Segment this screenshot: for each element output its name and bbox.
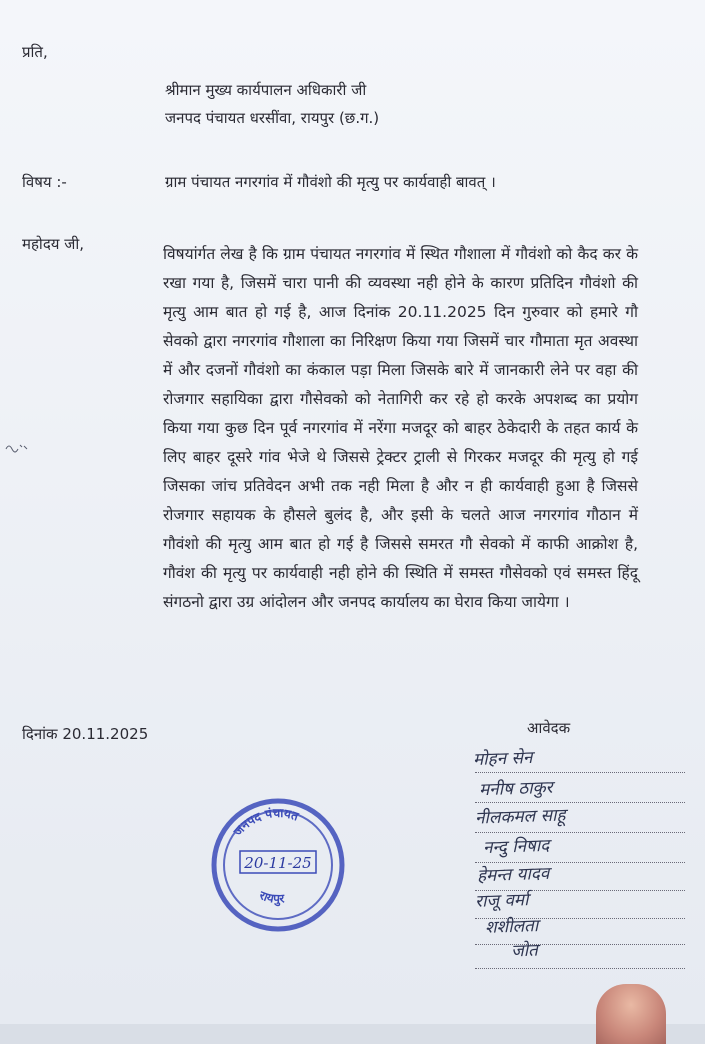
subject-label: विषय :- <box>22 173 67 191</box>
to-line: प्रति, <box>22 43 48 61</box>
signatures-block <box>455 742 705 1002</box>
body-paragraph: विषयांर्गत लेख है कि ग्राम पंचायत नगरगांव में स्थित गौशाला में गौवंशो को कैद कर के रखा गया है, जिसमें चारा पानी की व्यवस्था नही होने के कारण प्रतिदिन गौवंशो की मृत्यु आम बात हो गई है, आज दिनांक 20.11.2025 दिन गुरुवार को हमारे गौ सेवको द्वारा नगरगांव गौशाला का निरिक्षण किया गया जिसमें चार गौमाता मृत अवस्था में और दजनों गौवंशो का कंकाल पड़ा मिला जिसके बारे में जानकारी लेने पर वहा की रोजगार सहायिका द्वारा गौसेवको को नेतागिरी कर रहे हो करके अपशब्द का प्रयोग किया गया कुछ दिन पूर्व नगरगांव में नरेंगा मजदूर को बाहर ठेकेदारी के तहत कार्य के लिए बाहर दूसरे गांव भेजे थे जिससे ट्रेक्टर ट्राली से गिरकर मजदूर की मृत्यु हो गई जिसका जांच प्रतिवेदन अभी तक नही मिला है और न ही कार्यवाही हुआ है जिससे रोजगार सहायक के हौसले बुलंद है, और इसी के चलते आज नगरगांव गौठान में गौवंशो की मृत्यु आम बात हो गई है जिससे समरत गौ सेवको में काफी आक्रोश है, गौवंश की मृत्यु पर कार्यवाही नही होने की स्थिति में समस्त गौसेवको एवं समस्त हिंदू संगठनो द्वारा उग्र आंदोलन और जनपद कार्यालय का घेराव किया जायेगा । <box>163 245 638 611</box>
addressee-line-2: जनपद पंचायत धरसींवा, रायपुर (छ.ग.) <box>165 109 380 127</box>
signature-7: शशीलता <box>484 916 539 938</box>
signature-1: मोहन सेन <box>472 747 533 771</box>
applicant-label: आवेदक <box>527 719 571 737</box>
signature-5: हेमन्त यादव <box>476 863 550 887</box>
margin-scribble-mark <box>4 440 32 454</box>
thumb-in-frame <box>596 984 666 1044</box>
signature-8: जोत <box>510 940 539 962</box>
stamp-place-text: रायपुर <box>257 888 285 906</box>
salutation: महोदय जी, <box>22 235 85 253</box>
signature-3: नीलकमल साहू <box>474 805 566 829</box>
letter-body <box>163 240 638 617</box>
office-round-stamp <box>208 795 348 935</box>
stamp-ring-text: जनपद पंचायत <box>230 805 301 839</box>
subject-text: ग्राम पंचायत नगरगांव में गौवंशो की मृत्यु पर कार्यवाही बावत् । <box>165 173 496 191</box>
stamp-date: 20-11-25 <box>244 854 312 872</box>
signature-6: राजू वर्मा <box>474 890 529 912</box>
addressee-line-1: श्रीमान मुख्य कार्यपालन अधिकारी जी <box>165 81 367 99</box>
signature-4: नन्दु निषाद <box>482 835 550 859</box>
signature-2: मनीष ठाकुर <box>478 777 553 801</box>
date-line: दिनांक 20.11.2025 <box>22 725 149 743</box>
